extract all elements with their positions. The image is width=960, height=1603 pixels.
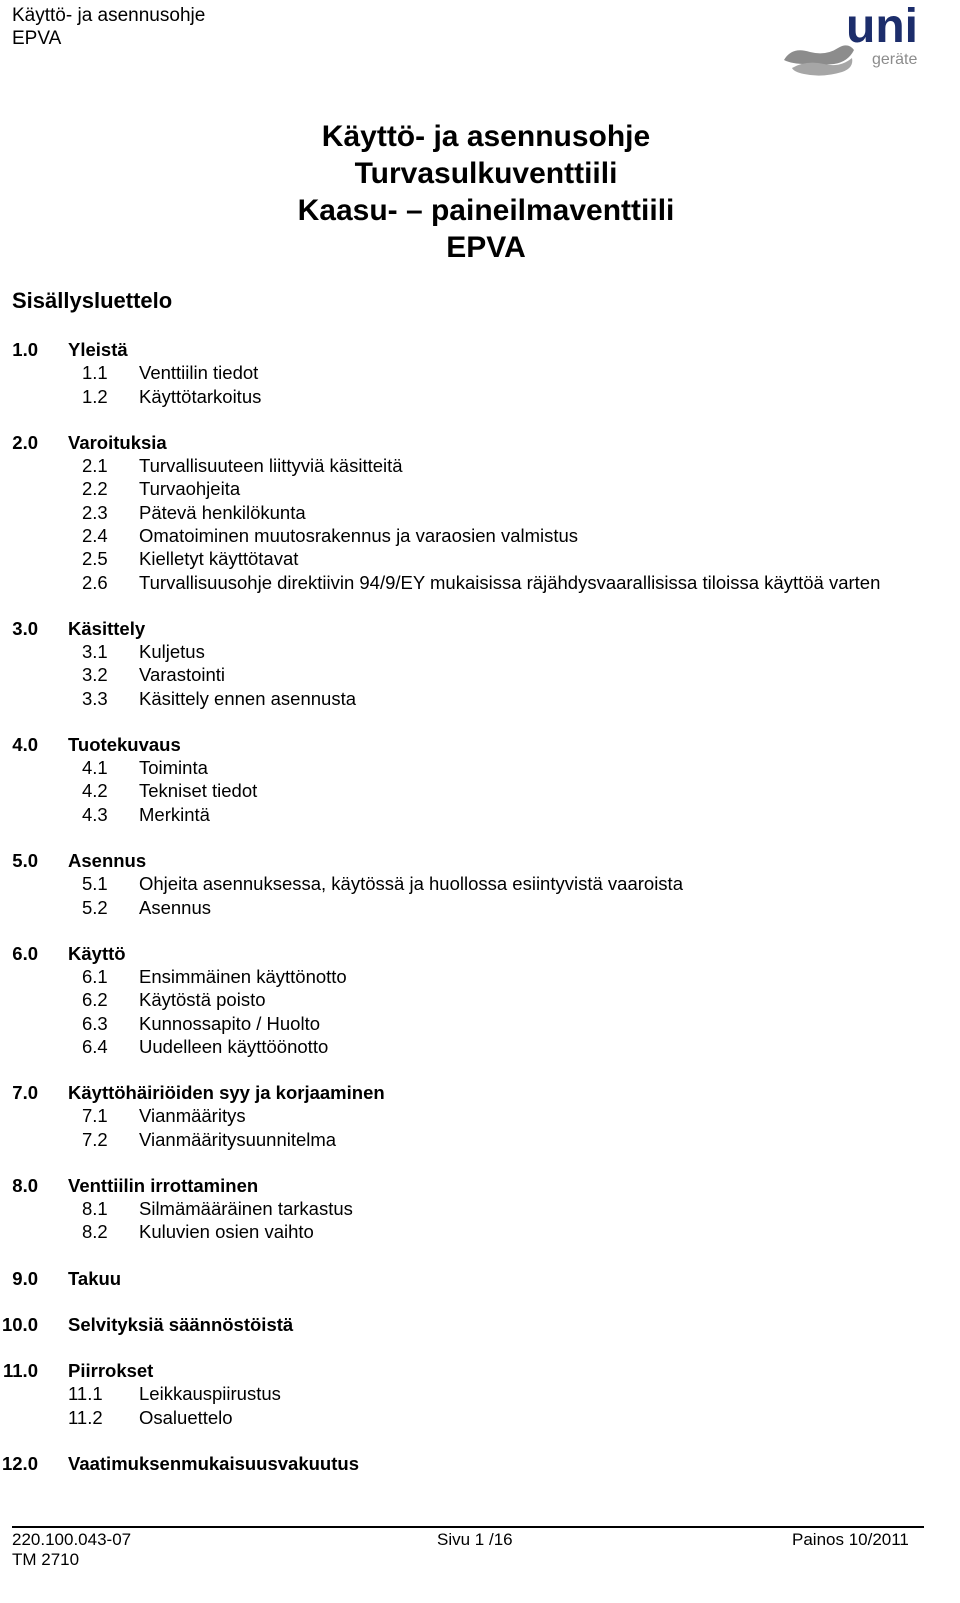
- toc-entry-number: 10.0: [1, 1313, 38, 1335]
- toc-subentry-label: Varastointi: [139, 664, 226, 686]
- toc-subentry-number: 4.1: [82, 757, 108, 779]
- toc-subentry: [0, 547, 960, 570]
- toc-entry-number: 11.0: [3, 1360, 38, 1381]
- toc-entry: [0, 849, 960, 872]
- toc-subentry-number: 3.2: [82, 664, 108, 686]
- toc-subentry-number: 6.1: [82, 965, 108, 987]
- toc-subentry: [0, 1012, 960, 1035]
- toc-entry-label: Käyttö: [68, 942, 126, 964]
- toc-section: [0, 431, 960, 594]
- toc-subentry: [0, 756, 960, 779]
- toc-entry-number: 3.0: [12, 617, 38, 639]
- toc-entry-label: Varoituksia: [68, 431, 167, 453]
- toc-subentry: [0, 687, 960, 710]
- toc-entry-number: 6.0: [12, 942, 38, 964]
- toc-subentry-number: 11.2: [68, 1406, 103, 1428]
- toc-subentry: [0, 965, 960, 988]
- toc-spacer: [0, 1151, 960, 1174]
- toc-entry: [0, 942, 960, 965]
- toc-entry-number: 4.0: [12, 733, 38, 755]
- toc-subentry-label: Kielletyt käyttötavat: [139, 548, 299, 570]
- toc-subentry: [0, 454, 960, 477]
- toc-subentry-number: 1.1: [82, 362, 108, 384]
- toc-subentry: [0, 361, 960, 384]
- toc-section: [0, 338, 960, 408]
- table-of-contents: [0, 338, 960, 1475]
- toc-subentry-number: 8.1: [82, 1198, 108, 1220]
- toc-subentry: [0, 1197, 960, 1220]
- toc-subentry: [0, 663, 960, 686]
- toc-section: [0, 617, 960, 710]
- toc-subentry-label: Toiminta: [139, 757, 208, 779]
- toc-subentry: [0, 1035, 960, 1058]
- title-line-1: Käyttö- ja asennusohje: [321, 120, 651, 153]
- toc-entry-label: Vaatimuksenmukaisuusvakuutus: [68, 1452, 359, 1474]
- toc-entry: [0, 1359, 960, 1382]
- logo-subtext: geräte: [872, 51, 918, 68]
- toc-spacer: [0, 919, 960, 942]
- footer-doc-number: 220.100.043-07: [12, 1530, 132, 1549]
- toc-subentry-number: 6.2: [82, 989, 108, 1011]
- toc-subentry: [0, 571, 960, 594]
- toc-entry-number: 7.0: [12, 1082, 38, 1104]
- toc-entry-number: 12.0: [1, 1452, 38, 1474]
- toc-subentry-label: Turvallisuuteen liittyviä käsitteitä: [139, 455, 403, 477]
- toc-section: [0, 849, 960, 919]
- toc-subentry-number: 2.6: [82, 571, 108, 593]
- toc-subentry-label: Merkintä: [139, 803, 210, 825]
- footer-tm: TM 2710: [12, 1550, 80, 1569]
- toc-spacer: [0, 594, 960, 617]
- toc-entry-label: Piirrokset: [68, 1360, 154, 1381]
- title-line-4: EPVA: [446, 231, 526, 264]
- toc-entry-number: 2.0: [12, 431, 38, 453]
- toc-section: [0, 1313, 960, 1336]
- toc-subentry-label: Asennus: [139, 896, 211, 918]
- toc-subentry: [0, 385, 960, 408]
- toc-subentry: [0, 524, 960, 547]
- toc-entry-label: Tuotekuvaus: [68, 733, 181, 755]
- footer-divider: [12, 1526, 924, 1528]
- toc-subentry-number: 2.3: [82, 501, 108, 523]
- toc-entry: [0, 338, 960, 361]
- toc-subentry: [0, 779, 960, 802]
- toc-entry: [0, 1313, 960, 1336]
- toc-subentry: [0, 501, 960, 524]
- logo-text: uni: [846, 2, 918, 53]
- toc-spacer: [0, 826, 960, 849]
- toc-subentry-label: Käyttötarkoitus: [139, 385, 262, 407]
- toc-subentry-label: Pätevä henkilökunta: [139, 501, 306, 523]
- toc-subentry-number: 3.1: [82, 641, 108, 663]
- toc-section: [0, 1174, 960, 1244]
- toc-subentry-number: 6.3: [82, 1012, 108, 1034]
- toc-section: [0, 1267, 960, 1290]
- toc-subentry: [0, 1220, 960, 1243]
- toc-subentry-label: Osaluettelo: [139, 1406, 233, 1428]
- toc-entry: [0, 1174, 960, 1197]
- toc-subentry-label: Venttiilin tiedot: [139, 362, 259, 384]
- toc-subentry-number: 7.1: [82, 1105, 108, 1127]
- toc-entry: [0, 1267, 960, 1290]
- toc-section: [0, 942, 960, 1058]
- toc-subentry-label: Kuljetus: [139, 641, 205, 663]
- document-header: [12, 4, 205, 50]
- toc-subentry-label: Vianmääritys: [139, 1105, 246, 1127]
- toc-subentry-label: Omatoiminen muutosrakennus ja varaosien valmistus: [139, 524, 579, 546]
- title-line-2: Turvasulkuventtiili: [354, 157, 618, 190]
- toc-subentry: [0, 1128, 960, 1151]
- toc-subentry: [0, 872, 960, 895]
- header-product: EPVA: [12, 28, 62, 49]
- toc-subentry-label: Kunnossapito / Huolto: [139, 1012, 321, 1034]
- toc-entry-label: Käyttöhäiriöiden syy ja korjaaminen: [68, 1082, 385, 1104]
- toc-spacer: [0, 408, 960, 431]
- toc-entry-label: Selvityksiä säännöstöistä: [68, 1313, 294, 1335]
- toc-entry: [0, 431, 960, 454]
- toc-subentry-label: Tekniset tiedot: [139, 780, 258, 802]
- toc-subentry-number: 2.4: [82, 524, 108, 546]
- toc-section: [0, 733, 960, 826]
- toc-section: [0, 1452, 960, 1475]
- toc-subentry-label: Leikkauspiirustus: [139, 1383, 281, 1405]
- toc-subentry-number: 4.2: [82, 780, 108, 802]
- toc-subentry: [0, 1382, 960, 1405]
- toc-subentry-label: Uudelleen käyttöönotto: [139, 1035, 329, 1057]
- toc-subentry-label: Käytöstä poisto: [139, 989, 266, 1011]
- toc-subentry-label: Kuluvien osien vaihto: [139, 1221, 314, 1243]
- toc-subentry: [0, 803, 960, 826]
- toc-subentry-number: 2.5: [82, 548, 108, 570]
- uni-logo-icon: [782, 2, 942, 80]
- toc-section: [0, 1081, 960, 1151]
- toc-subentry-number: 7.2: [82, 1128, 108, 1150]
- toc-spacer: [0, 1336, 960, 1359]
- toc-spacer: [0, 1058, 960, 1081]
- toc-entry: [0, 1081, 960, 1104]
- toc-subentry: [0, 896, 960, 919]
- footer-page-number: Sivu 1 /16: [437, 1530, 513, 1549]
- toc-section: [0, 1359, 960, 1429]
- toc-subentry-label: Silmämääräinen tarkastus: [139, 1198, 353, 1220]
- toc-subentry-label: Turvallisuusohje direktiivin 94/9/EY mukaisissa räjähdysvaarallisissa tiloissa käyttöä varten: [139, 571, 881, 593]
- toc-entry-number: 9.0: [12, 1267, 38, 1289]
- toc-entry-number: 8.0: [12, 1174, 38, 1196]
- toc-subentry-number: 8.2: [82, 1221, 108, 1243]
- toc-spacer: [0, 1290, 960, 1313]
- toc-subentry-number: 4.3: [82, 803, 108, 825]
- toc-subentry-number: 6.4: [82, 1035, 108, 1057]
- toc-subentry-number: 5.2: [82, 896, 108, 918]
- toc-entry: [0, 733, 960, 756]
- toc-subentry: [0, 988, 960, 1011]
- toc-entry-label: Takuu: [68, 1267, 122, 1289]
- header-title: Käyttö- ja asennusohje: [12, 5, 206, 26]
- toc-subentry-number: 1.2: [82, 385, 108, 407]
- toc-entry-label: Asennus: [68, 849, 147, 871]
- toc-subentry-number: 11.1: [68, 1383, 103, 1405]
- toc-entry-label: Käsittely: [68, 617, 146, 639]
- toc-subentry-number: 2.1: [82, 455, 108, 477]
- toc-subentry-number: 2.2: [82, 478, 108, 500]
- document-title: [0, 118, 960, 266]
- toc-entry: [0, 1452, 960, 1475]
- toc-entry-label: Venttiilin irrottaminen: [68, 1174, 259, 1196]
- toc-subentry-label: Ohjeita asennuksessa, käytössä ja huollossa esiintyvistä vaaroista: [139, 873, 683, 895]
- toc-subentry: [0, 477, 960, 500]
- title-line-3: Kaasu- – paineilmaventtiili: [297, 194, 675, 227]
- footer-edition: Painos 10/2011: [792, 1530, 909, 1549]
- toc-spacer: [0, 1244, 960, 1267]
- toc-entry-number: 1.0: [12, 339, 38, 360]
- toc-subentry-label: Ensimmäinen käyttönotto: [139, 965, 347, 987]
- toc-subentry-label: Vianmääritysuunnitelma: [139, 1128, 337, 1150]
- toc-subentry: [0, 640, 960, 663]
- toc-spacer: [0, 710, 960, 733]
- toc-subentry-number: 3.3: [82, 687, 108, 709]
- toc-subentry-number: 5.1: [82, 873, 108, 895]
- toc-subentry-label: Turvaohjeita: [139, 478, 241, 500]
- toc-heading: Sisällysluettelo: [12, 288, 173, 313]
- toc-subentry-label: Käsittely ennen asennusta: [139, 687, 357, 709]
- toc-entry: [0, 617, 960, 640]
- toc-entry-number: 5.0: [12, 849, 38, 871]
- toc-spacer: [0, 1429, 960, 1452]
- toc-subentry: [0, 1406, 960, 1429]
- toc-subentry: [0, 1104, 960, 1127]
- footer-doc-info: [12, 1530, 131, 1570]
- toc-entry-label: Yleistä: [68, 339, 128, 360]
